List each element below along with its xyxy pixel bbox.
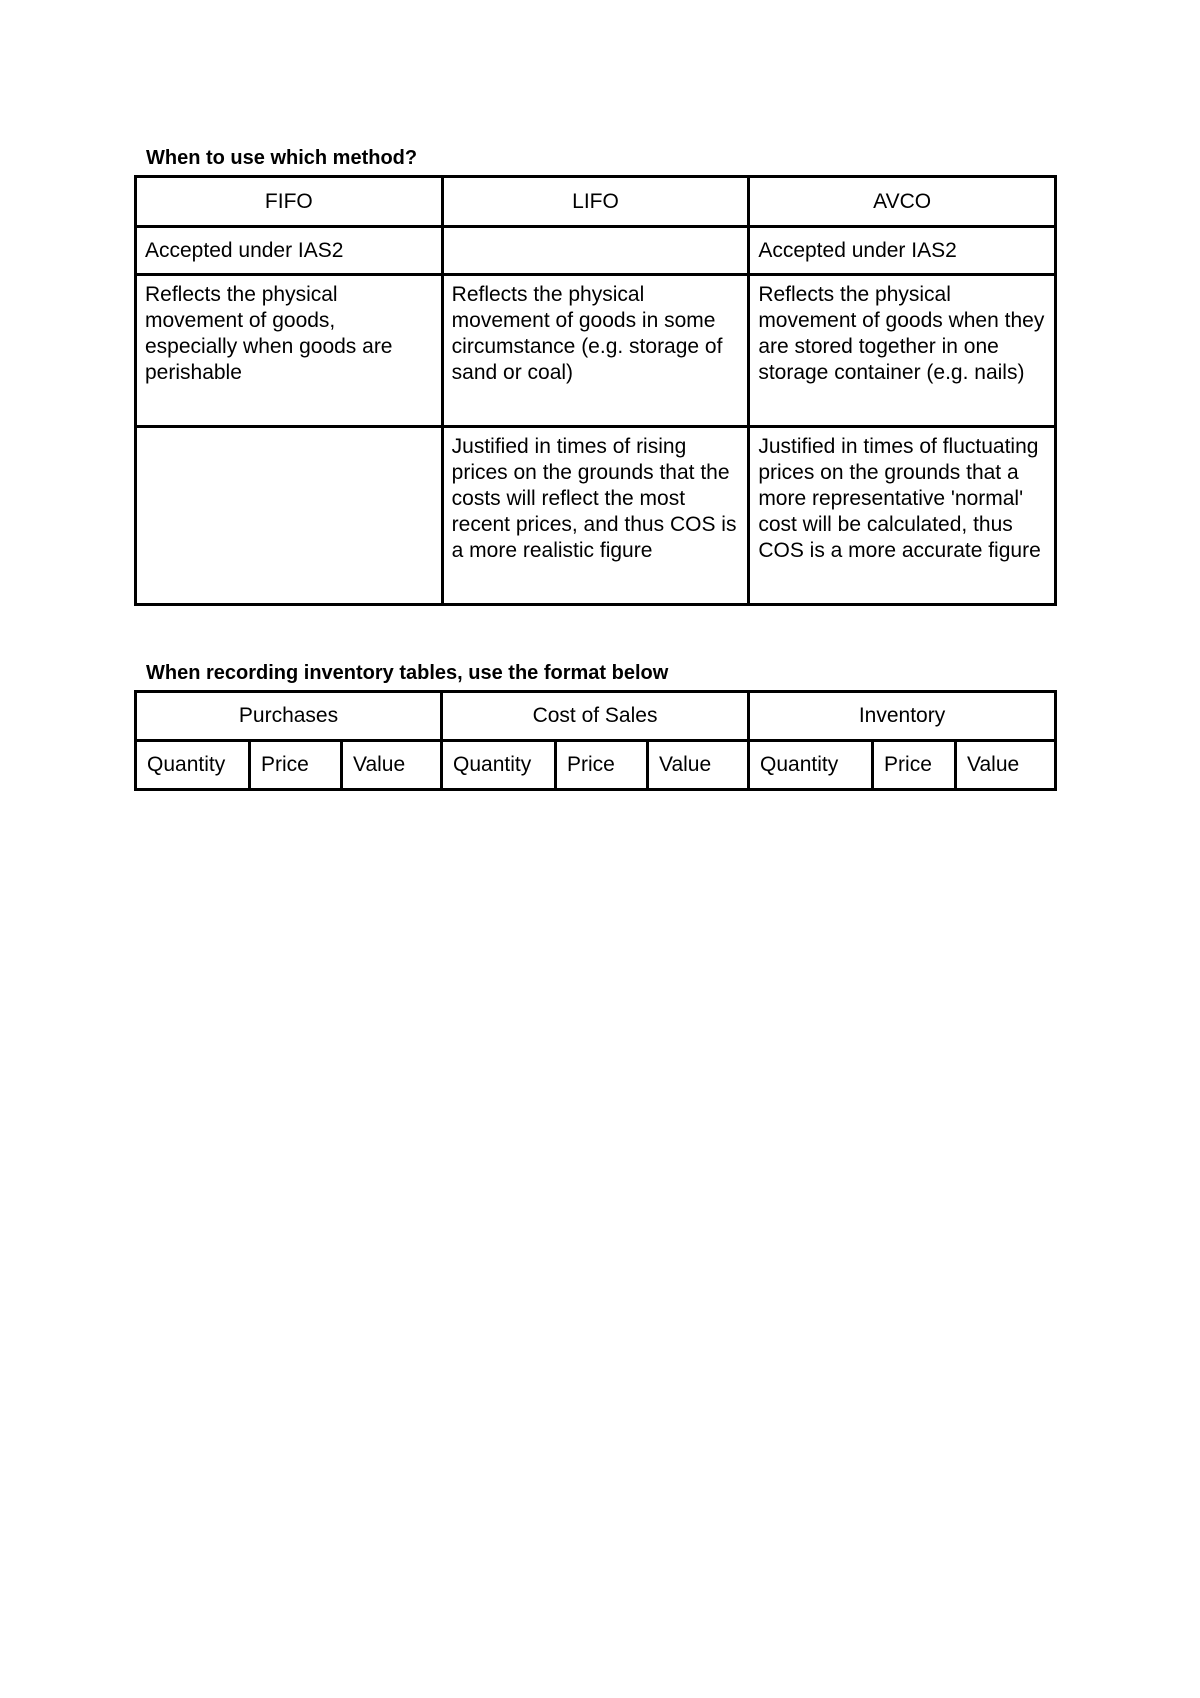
table-cell: Accepted under IAS2 bbox=[136, 227, 443, 275]
table-header-row bbox=[136, 177, 1056, 227]
column-header-avco: AVCO bbox=[749, 177, 1056, 227]
subcolumn-quantity: Quantity bbox=[136, 741, 250, 790]
table-cell bbox=[442, 227, 749, 275]
subcolumn-header-row bbox=[136, 741, 1056, 790]
subcolumn-quantity: Quantity bbox=[442, 741, 556, 790]
subcolumn-quantity: Quantity bbox=[749, 741, 873, 790]
subcolumn-price: Price bbox=[873, 741, 956, 790]
subcolumn-value: Value bbox=[648, 741, 749, 790]
group-header-cost-of-sales: Cost of Sales bbox=[442, 692, 749, 741]
inventory-format-table bbox=[134, 690, 1057, 791]
subcolumn-price: Price bbox=[250, 741, 342, 790]
group-header-row bbox=[136, 692, 1056, 741]
table-cell: Accepted under IAS2 bbox=[749, 227, 1056, 275]
group-header-purchases: Purchases bbox=[136, 692, 442, 741]
methods-comparison-table bbox=[134, 175, 1057, 606]
column-header-fifo: FIFO bbox=[136, 177, 443, 227]
table-cell: Justified in times of fluctuating prices on the grounds that a more representative 'normal' cost will be calculated, thus COS is a more accurate figure bbox=[749, 427, 1056, 605]
subcolumn-value: Value bbox=[956, 741, 1056, 790]
table-cell: Reflects the physical movement of goods when they are stored together in one storage container (e.g. nails) bbox=[749, 275, 1056, 427]
table-row bbox=[136, 427, 1056, 605]
subcolumn-value: Value bbox=[342, 741, 442, 790]
methods-heading: When to use which method? bbox=[146, 147, 418, 169]
table-cell: Justified in times of rising prices on the grounds that the costs will reflect the most recent prices, and thus COS is a more realistic figure bbox=[442, 427, 749, 605]
format-heading: When recording inventory tables, use the format below bbox=[146, 662, 669, 684]
group-header-inventory: Inventory bbox=[749, 692, 1056, 741]
column-header-lifo: LIFO bbox=[442, 177, 749, 227]
table-row bbox=[136, 275, 1056, 427]
table-cell bbox=[136, 427, 443, 605]
table-cell: Reflects the physical movement of goods in some circumstance (e.g. storage of sand or coal) bbox=[442, 275, 749, 427]
subcolumn-price: Price bbox=[556, 741, 648, 790]
table-row bbox=[136, 227, 1056, 275]
table-cell: Reflects the physical movement of goods, especially when goods are perishable bbox=[136, 275, 443, 427]
